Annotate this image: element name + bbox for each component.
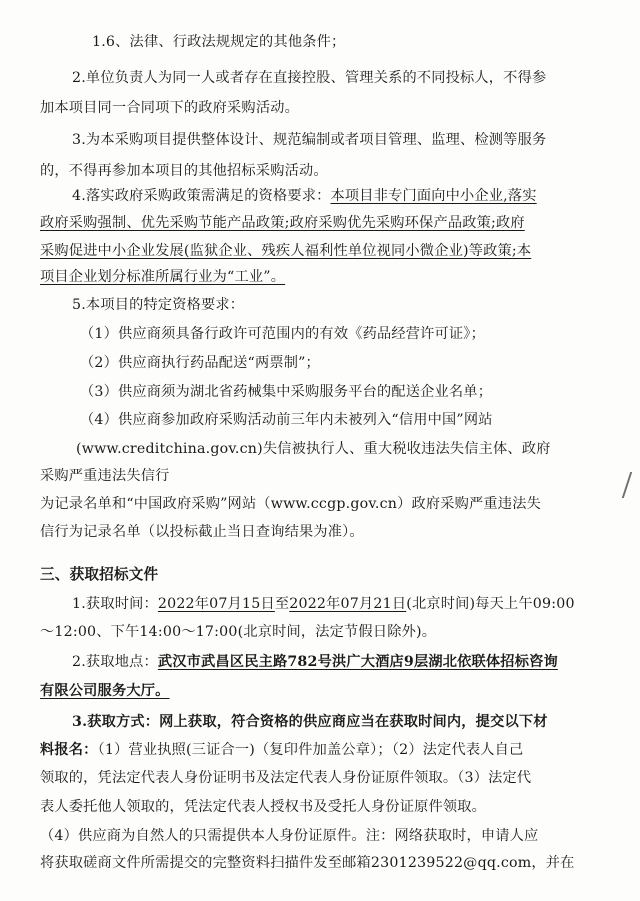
item-4-policy-start: 本项目非专门面向中小企业,落实 [330,188,537,204]
section3-p1-line2: ～12:00、下午14:00～17:00(北京时间，法定节假日除外)。 [40,624,437,640]
p3-line2-bold: 料报名： [40,742,98,758]
item-5-sub1: （1）供应商须具备行政许可范围内的有效《药品经营许可证》； [80,326,485,342]
p2-location: 武汉市武昌区民主路782号洪广大酒店9层湖北依联体招标咨询 [157,654,558,670]
section-3-heading: 三、获取招标文件 [40,566,159,583]
p1-label: 1.获取时间： [72,596,158,612]
section3-p3-line1 [72,711,548,731]
item-2-line1: 2.单位负责人为同一人或者存在直接控股、管理关系的不同投标人，不得参 [72,70,547,86]
p3-label: 3.获取方式： [72,714,160,730]
section3-p2-line1 [72,651,558,671]
p3-rest-line1: 网上获取，符合资格的供应商应当在获取时间内，提交以下材 [159,714,548,730]
item-3-line1: 3.为本采购项目提供整体设计、规范编制或者项目管理、监理、检测等服务 [72,132,547,148]
section3-p1-line1 [72,593,575,613]
section3-p3-line3: 领取的，凭法定代表人身份证明书及法定代表人身份证原件领取。（3）法定代 [40,770,532,786]
item-5-sub4-line3: 采购严重违法失信行 [40,468,170,484]
item-2-line2: 加本项目同一合同项下的政府采购活动。 [40,100,299,116]
item-5-sub3: （3）供应商须为湖北省药械集中采购服务平台的配送企业名单； [80,384,493,400]
item-5-sub4-line5: 信行为记录名单（以投标截止当日查询结果为准）。 [40,524,364,540]
section3-p3-line4: 表人委托他人领取的，凭法定代表人授权书及受托人身份证原件领取。 [40,799,487,815]
p1-rest: (北京时间)每天上午09:00 [406,596,575,612]
scan-edge-mark [622,472,640,498]
item-3-line2: 的，不得再参加本项目的其他招标采购活动。 [40,163,328,179]
section3-p3-line5: （4）供应商为自然人的只需提供本人身份证原件。注：网络获取时，申请人应 [40,828,539,844]
p3-line2-rest: （1）营业执照(三证合一)（复印件加盖公章）；（2）法定代表人自己 [97,742,524,758]
item-5-sub4-line4: 为记录名单和“中国政府采购”网站（www.ccgp.gov.cn）政府采购严重违法失 [40,496,541,512]
item-4-line4: 项目企业划分标准所属行业为“工业”。 [40,269,286,285]
section3-p3-line6: 将获取磋商文件所需提交的完整资料扫描件发至邮箱2301239522@qq.com，并在 [40,855,575,871]
p1-date-end: 2022年07月21日 [289,596,407,612]
section3-p2-line2: 有限公司服务大厅。 [40,683,170,699]
item-5-sub4-line2: (www.creditchina.gov.cn)失信被执行人、重大税收违法失信主体、政府 [76,441,551,457]
p2-label: 2.获取地点： [72,654,158,670]
item-1-6: 1.6、法律、行政法规规定的其他条件； [92,34,346,50]
p1-to: 至 [274,596,290,612]
item-5-sub2: （2）供应商执行药品配送“两票制”； [80,355,320,371]
item-5-sub4: （4）供应商参加政府采购活动前三年内未被列入“信用中国”网站 [80,412,493,428]
p1-date-start: 2022年07月15日 [157,596,275,612]
section3-p3-line2 [40,739,523,759]
item-4-line2: 政府采购强制、优先采购节能产品政策;政府采购优先采购环保产品政策;政府 [40,215,525,231]
item-4-line1 [72,185,537,205]
item-4-line3: 采购促进中小企业发展(监狱企业、残疾人福利性单位视同小微企业)等政策;本 [40,243,532,259]
item-4-label: 4.落实政府采购政策需满足的资格要求： [72,188,331,204]
item-5-title: 5.本项目的特定资格要求： [72,297,245,313]
